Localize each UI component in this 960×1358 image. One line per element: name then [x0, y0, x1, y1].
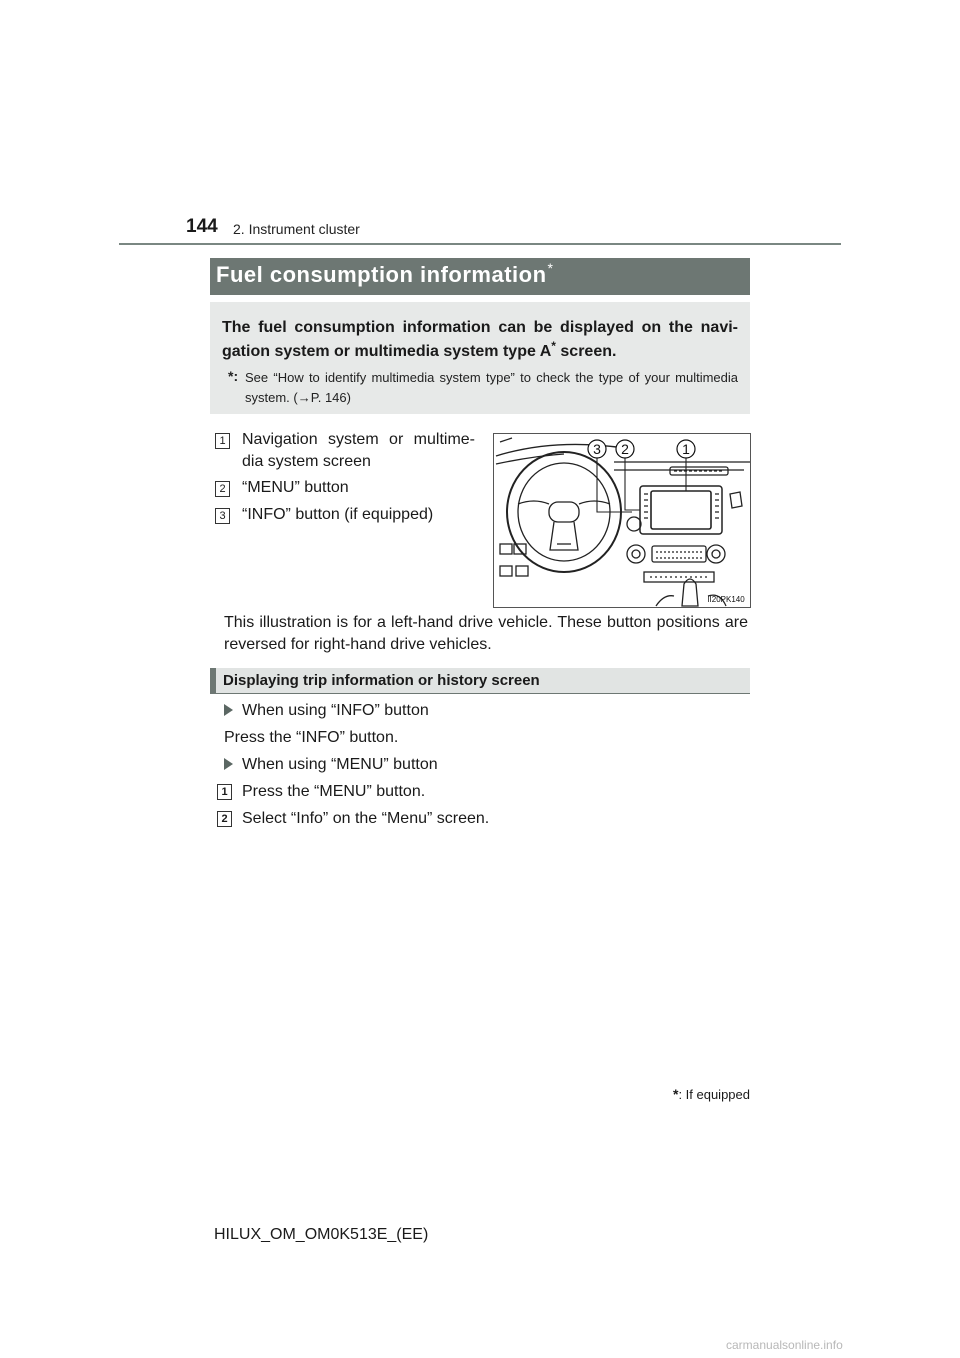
header-divider: [119, 243, 841, 245]
step-number: 1: [217, 784, 232, 800]
document-code: HILUX_OM_OM0K513E_(EE): [214, 1226, 429, 1243]
callout-label: “INFO” button (if equipped): [242, 506, 434, 523]
step-text: Press the “MENU” button.: [242, 783, 426, 800]
footnote-text: : If equipped: [678, 1087, 750, 1102]
callout-number: 2: [215, 481, 230, 497]
step-2: [217, 809, 489, 829]
section-title: Fuel consumption information: [216, 262, 547, 287]
step-1: [217, 782, 425, 802]
footnote-mark: *: [672, 1086, 679, 1102]
intro-note: [228, 368, 738, 408]
intro-box: [210, 302, 750, 414]
marker-2: 2: [621, 441, 629, 457]
intro-star: *: [551, 339, 556, 353]
triangle-bullet-icon: [224, 758, 233, 770]
intro-text-end: screen.: [555, 343, 617, 360]
triangle-bullet-icon: [224, 704, 233, 716]
marker-1: 1: [682, 441, 690, 457]
callout-item-1: [215, 429, 475, 473]
callout-label: “MENU” button: [242, 479, 349, 496]
info-step: Press the “INFO” button.: [224, 729, 399, 746]
callout-markers: [494, 434, 750, 607]
watermark: carmanualsonline.info: [726, 1338, 843, 1352]
info-heading-text: When using “INFO” button: [242, 702, 429, 719]
menu-heading: [224, 755, 438, 775]
callout-item-3: [215, 504, 475, 526]
note-mark: *:: [228, 368, 239, 384]
note-text: See “How to identify multimedia system type” to check the type of your multimedia system. (→P. 146): [245, 370, 738, 405]
step-number: 2: [217, 811, 232, 827]
footnote: [640, 1086, 750, 1102]
illustration-note: This illustration is for a left-hand drive vehicle. These button positions are reversed for right-hand drive vehicles.: [224, 614, 748, 653]
menu-heading-text: When using “MENU” button: [242, 756, 438, 773]
chapter-title: 2. Instrument cluster: [233, 221, 360, 237]
illustration-code: II20PK140: [707, 595, 745, 604]
if-equipped-mark: *: [547, 260, 554, 276]
info-heading: [224, 701, 429, 721]
callout-number: 3: [215, 508, 230, 524]
subsection-title-bar: [210, 668, 750, 694]
marker-3: 3: [593, 441, 601, 457]
page-number: 144: [186, 216, 218, 237]
callout-number: 1: [215, 433, 230, 449]
step-text: Select “Info” on the “Menu” screen.: [242, 810, 490, 827]
callout-label: Navigation system or multime-dia system screen: [242, 431, 475, 470]
intro-text-main: The fuel consumption information can be displayed on the navi-gation system or multimedia system type A: [222, 319, 738, 360]
dashboard-illustration: [493, 433, 751, 608]
section-title-bar: [210, 258, 750, 295]
subsection-title: Displaying trip information or history screen: [223, 672, 540, 689]
callout-item-2: [215, 477, 475, 499]
intro-text: [222, 316, 738, 364]
